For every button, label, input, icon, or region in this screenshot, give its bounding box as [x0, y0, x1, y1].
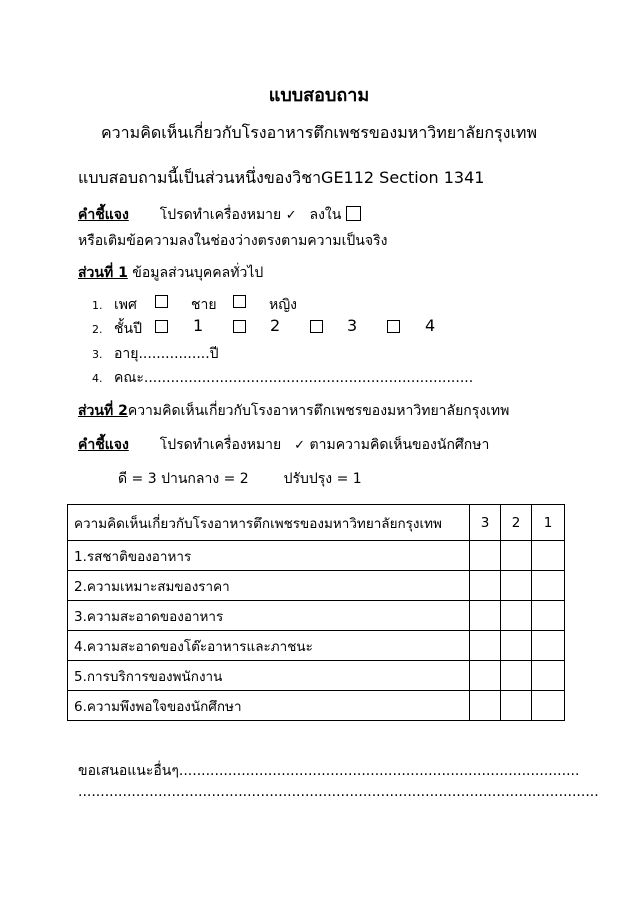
rating-cell-2[interactable]: [501, 571, 532, 601]
gender-row: [92, 294, 137, 316]
gender-male-label: ชาย: [191, 297, 217, 313]
table-header-row: [68, 505, 565, 541]
instructions-1-line-2: หรือเติมข้อความลงในช่องว่างตรงตามความเป็นจริง: [78, 233, 388, 249]
rating-cell-2[interactable]: [501, 541, 532, 571]
rating-cell-1[interactable]: [532, 661, 565, 691]
part-1-label: ส่วนที่ 1: [78, 265, 128, 281]
header-col-1: 1: [532, 505, 565, 541]
part-2-label: ส่วนที่ 2: [78, 403, 128, 419]
rating-cell-1[interactable]: [532, 601, 565, 631]
intro-text: แบบสอบถามนี้เป็นส่วนหนึ่งของวิชาGE112 Section 1341: [78, 168, 485, 187]
instructions-1-text-before: โปรดทำเครื่องหมาย: [159, 207, 282, 223]
part-2-heading: [78, 400, 509, 422]
year-label: ชั้นปี: [114, 321, 142, 337]
suggestions-line-1[interactable]: ขอเสนอแนะอื่นๆ..........................................................................................: [78, 763, 580, 779]
rating-cell-2[interactable]: [501, 631, 532, 661]
header-question: ความคิดเห็นเกี่ยวกับโรงอาหารตึกเพชรของมหาวิทยาลัยกรุงเทพ: [68, 505, 470, 541]
year-number: 2.: [92, 323, 103, 336]
part-1-heading: [78, 262, 263, 284]
rating-cell-2[interactable]: [501, 661, 532, 691]
table-row: [68, 631, 565, 661]
scale-improve: ปรับปรุง = 1: [283, 471, 362, 487]
age-number: 3.: [92, 348, 103, 361]
instructions-1-text-after: ลงใน: [309, 207, 342, 223]
age-row: [92, 343, 219, 365]
row-question: 1.รสชาติของอาหาร: [68, 541, 470, 571]
check-mark-icon: ✓: [294, 438, 306, 453]
table-row: [68, 541, 565, 571]
row-question: 4.ความสะอาดของโต๊ะอาหารและภาชนะ: [68, 631, 470, 661]
instructions-2-text-after: ตามความคิดเห็นของนักศึกษา: [309, 437, 490, 453]
rating-cell-2[interactable]: [501, 601, 532, 631]
rating-cell-2[interactable]: [501, 691, 532, 721]
document-subtitle: ความคิดเห็นเกี่ยวกับโรงอาหารตึกเพชรของมหาวิทยาลัยกรุงเทพ: [100, 123, 538, 142]
row-question: 6.ความพึงพอใจของนักศึกษา: [68, 691, 470, 721]
scale-legend: [118, 468, 362, 490]
rating-cell-1[interactable]: [532, 691, 565, 721]
rating-cell-3[interactable]: [470, 601, 501, 631]
table-row: [68, 601, 565, 631]
rating-cell-3[interactable]: [470, 661, 501, 691]
header-col-3: 3: [470, 505, 501, 541]
check-mark-icon: ✓: [285, 208, 297, 223]
row-question: 2.ความเหมาะสมของราคา: [68, 571, 470, 601]
year-1-checkbox[interactable]: [155, 320, 168, 333]
faculty-field[interactable]: คณะ..........................................................................: [114, 370, 474, 386]
faculty-number: 4.: [92, 372, 103, 385]
gender-number: 1.: [92, 299, 103, 312]
year-3-label: 3: [347, 316, 358, 335]
rating-cell-3[interactable]: [470, 571, 501, 601]
gender-female-label: หญิง: [269, 297, 297, 313]
faculty-row: [92, 367, 473, 389]
rating-table: [67, 504, 565, 721]
scale-medium: ปานกลาง = 2: [161, 471, 249, 487]
rating-cell-1[interactable]: [532, 571, 565, 601]
rating-cell-3[interactable]: [470, 691, 501, 721]
part-1-text: ข้อมูลส่วนบุคคลทั่วไป: [132, 265, 264, 281]
row-question: 3.ความสะอาดของอาหาร: [68, 601, 470, 631]
header-col-2: 2: [501, 505, 532, 541]
instructions-2-line: [78, 434, 489, 456]
instructions-2-label: คำชี้แจง: [78, 437, 129, 453]
rating-cell-1[interactable]: [532, 541, 565, 571]
table-row: [68, 571, 565, 601]
gender-label: เพศ: [114, 297, 137, 313]
scale-good: ดี = 3: [118, 471, 157, 487]
year-2-checkbox[interactable]: [233, 320, 246, 333]
instructions-1-label: คำชี้แจง: [78, 207, 129, 223]
gender-male-checkbox[interactable]: [155, 295, 168, 308]
part-2-text: ความคิดเห็นเกี่ยวกับโรงอาหารตึกเพชรของมหาวิทยาลัยกรุงเทพ: [127, 403, 510, 419]
table-row: [68, 661, 565, 691]
rating-cell-3[interactable]: [470, 541, 501, 571]
instructions-1-line-1: [78, 204, 361, 226]
year-2-label: 2: [270, 316, 281, 335]
year-1-label: 1: [193, 316, 204, 335]
rating-cell-1[interactable]: [532, 631, 565, 661]
year-row: [92, 318, 142, 340]
suggestions-line-2[interactable]: .....................................................................................................................: [78, 784, 599, 800]
age-field[interactable]: อายุ................ปี: [114, 346, 219, 362]
instructions-2-text-before: โปรดทำเครื่องหมาย: [159, 437, 282, 453]
rating-cell-3[interactable]: [470, 631, 501, 661]
document-title: แบบสอบถาม: [268, 85, 370, 106]
gender-female-checkbox[interactable]: [233, 295, 246, 308]
year-4-checkbox[interactable]: [387, 320, 400, 333]
checkbox-icon: [346, 206, 361, 221]
year-3-checkbox[interactable]: [310, 320, 323, 333]
table-row: [68, 691, 565, 721]
year-4-label: 4: [425, 316, 436, 335]
row-question: 5.การบริการของพนักงาน: [68, 661, 470, 691]
